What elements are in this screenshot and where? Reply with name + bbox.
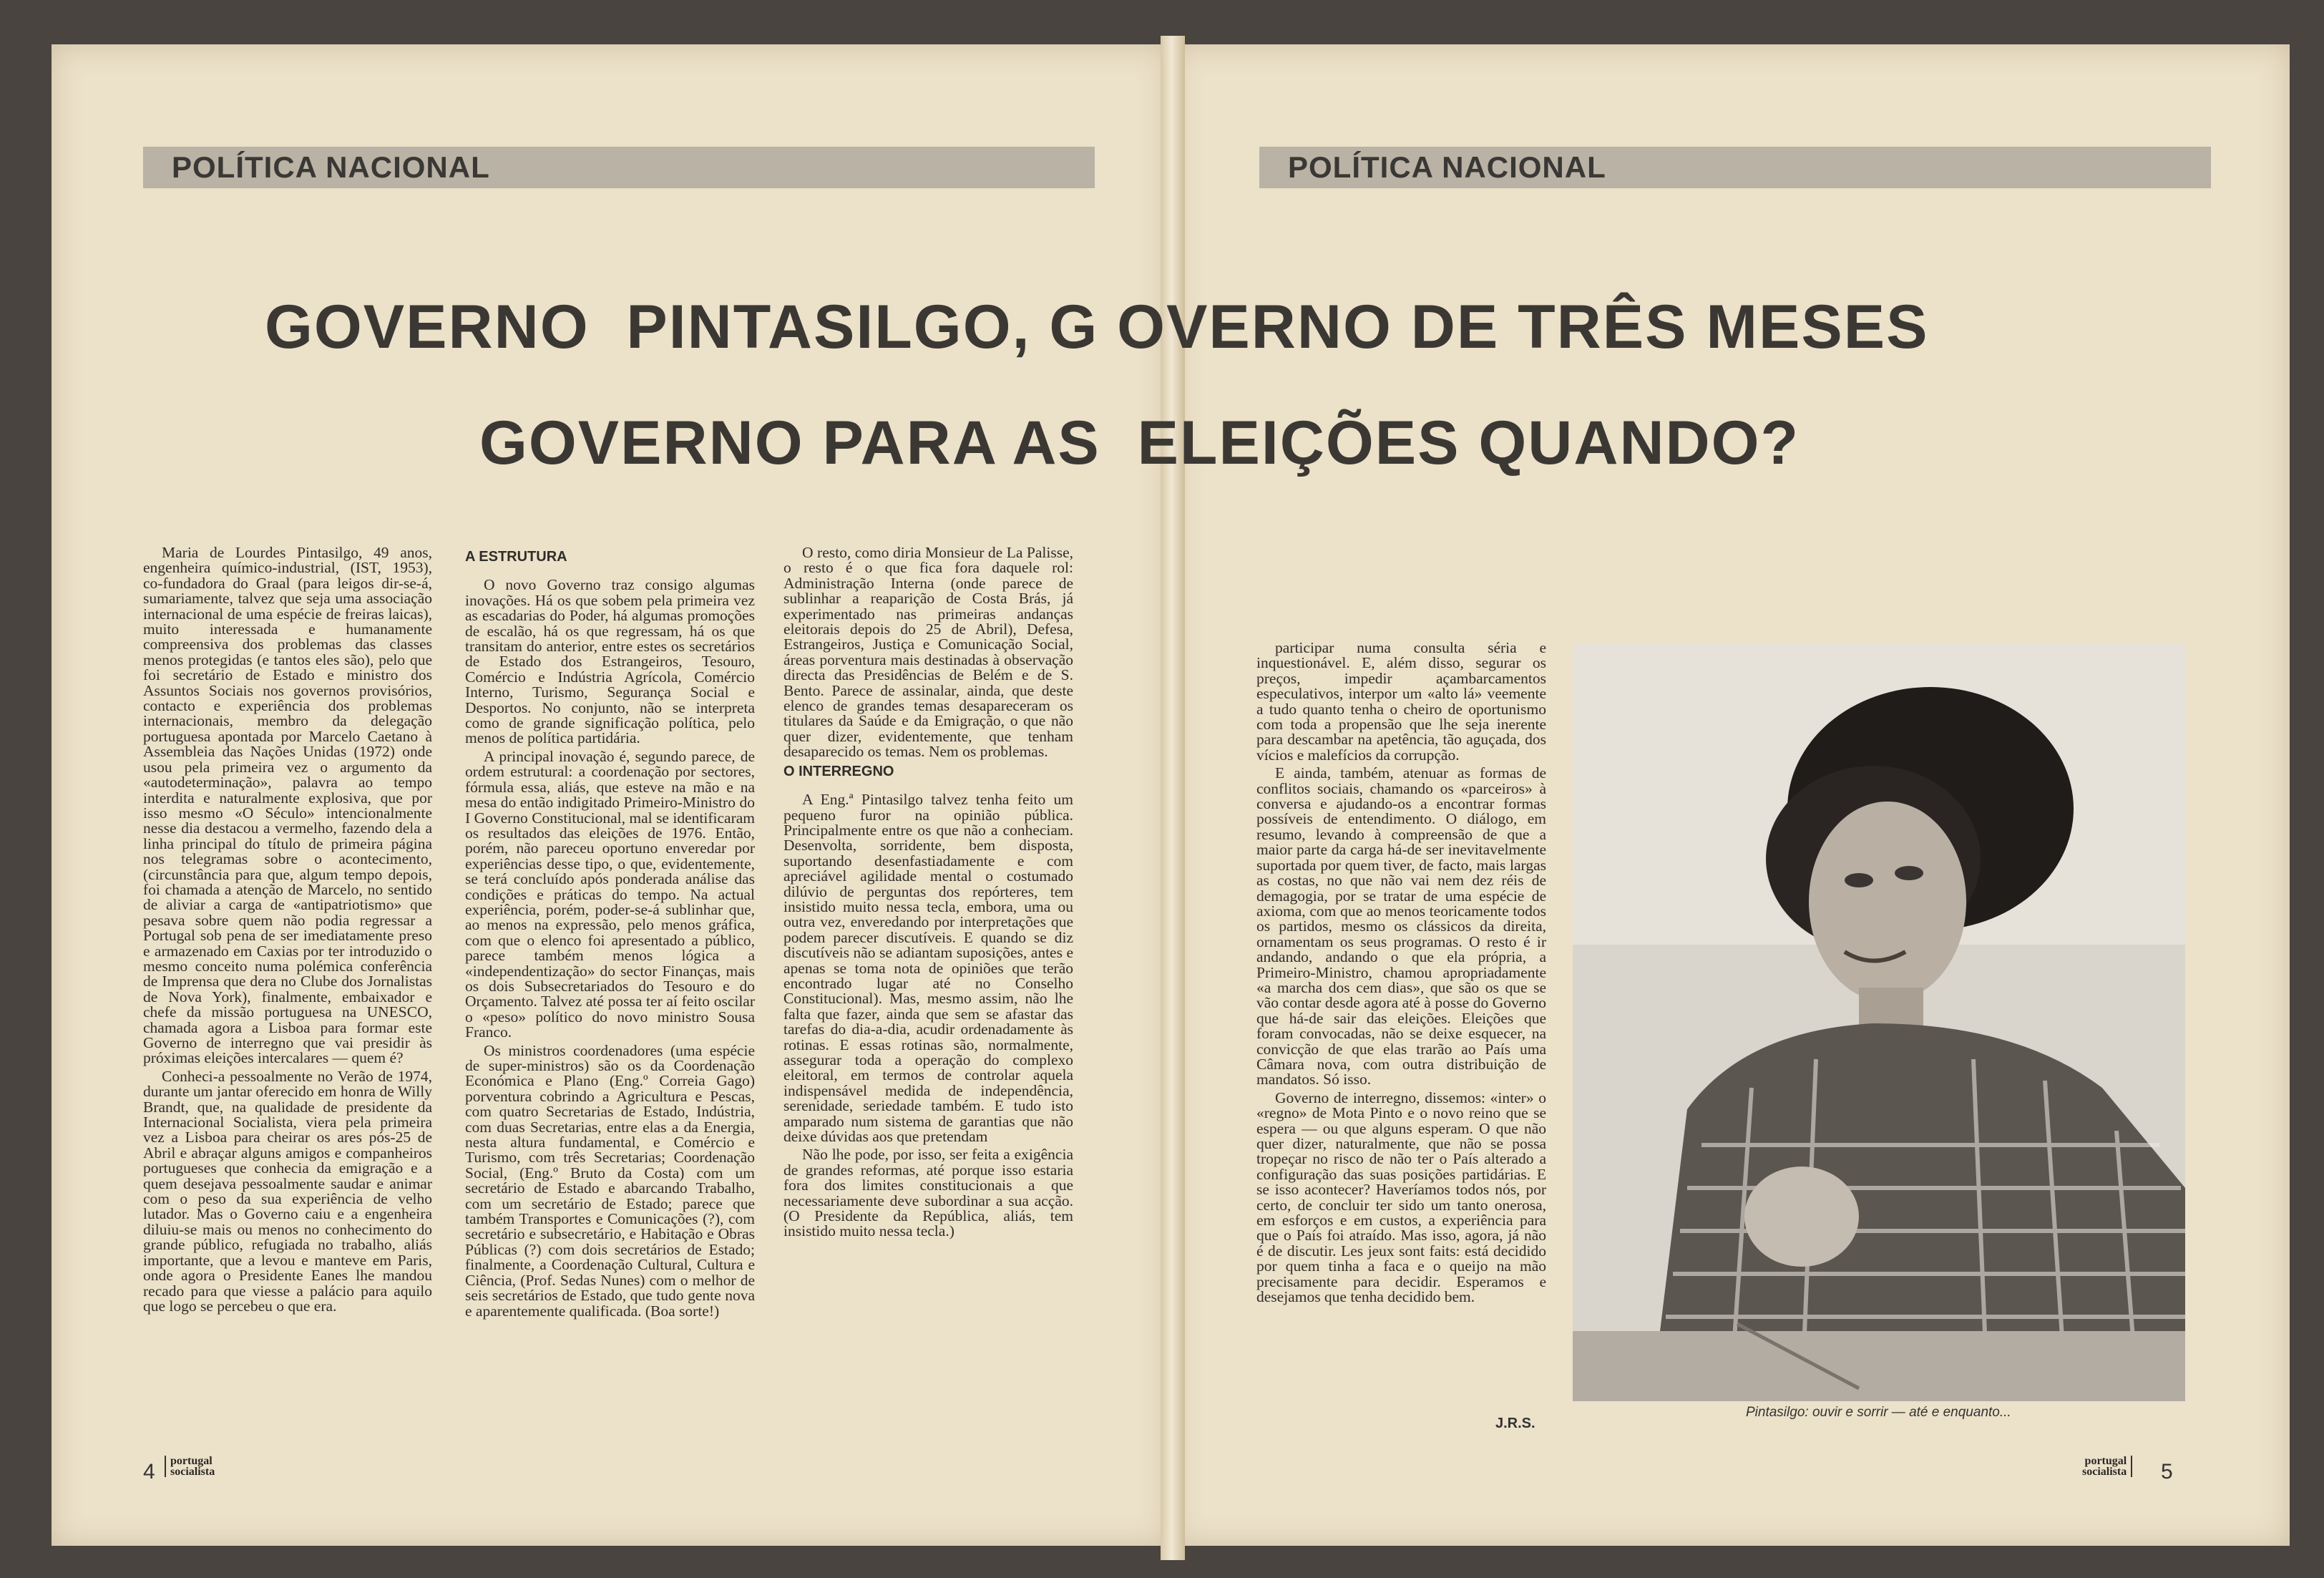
- paragraph: Maria de Lourdes Pintasilgo, 49 anos, engenheira químico-industrial, (IST, 1953), co-fundadora do Graal (para leigos dir-se-á, sumariamente, talvez que seja uma associação internacional de uma espécie de freiras laicas), muito interessada e humanamente compreensiva dos problemas das classes menos protegidas (e tantos eles são), pelo que foi secretário de Estado e ministro dos Assuntos Sociais nos governos provisórios, contacto e experiência dos problemas internacionais, membro da delegação portuguesa apontada por Marcelo Caetano à Assembleia das Nações Unidas (1972) onde usou pela primeira vez o argumento da «autodeterminação», palavra ao tempo interdita e naturalmente explosiva, que por isso mesmo «O Século» intencionalmente nesse dia destacou a vermelho, fazendo dela a linha principal do título de primeira página nos telegramas sobre o acontecimento, (circunstância para que, algum tempo depois, foi chamada a atenção de Marcelo, no sentido de aliviar a carga de «antipatriotismo» que pesava sobre quem não podia regressar a Portugal sob pena de ser imediatamente preso e armazenado em Caxias por ter introduzido o mesmo conceito numa polémica conferência de Imprensa que dera no Clube dos Jornalistas de Nova York), finalmente, embaixador e chefe da missão portuguesa na UNESCO, chamada agora a Lisboa para formar este Governo de interregno que vai presidir às próximas eleições intercalares — quem é?: [143, 545, 432, 1067]
- logo-word-2: socialista: [2082, 1466, 2127, 1478]
- subheading-estrutura: A ESTRUTURA: [465, 549, 567, 565]
- paragraph: Não lhe pode, por isso, ser feita a exigência de grandes reformas, até porque isso estaria fora dos limites constitucionais a que necessariamente deve subordinar a sua acção. (O Presidente da República, aliás, tem insistido muito nessa tecla.): [783, 1146, 1073, 1240]
- portrait-illustration: [1573, 644, 2185, 1401]
- article-column-4: [1256, 641, 1546, 1428]
- paragraph: A principal inovação é, segundo parece, de ordem estrutural: a coordenação por sectores, fórmula essa, aliás, que esteve na mão e na mesa do então indigitado Primeiro-Ministro do I Governo Constitucional, mal se identificaram os resultados das eleições de 1976. Então, porém, não pareceu oportuno enveredar por experiências desse tipo, o que, evidentemente, se terá concluído após ponderada análise das condições e práticas do tempo. Na actual experiência, porém, poder-se-á sublinhar que, ao menos na expressão, pelo menos gráfica, com que o elenco foi apresentado a público, parece também menos lógica a «independentização» do sector Finanças, mais os dois Subsecretariados do Tesouro e do Orçamento. Talvez até possa ter aí feito oscilar o «peso» político do novo ministro Sousa Franco.: [465, 747, 755, 1041]
- headline-line-2: GOVERNO PARA AS ELEIÇÕES QUANDO?: [479, 409, 1800, 477]
- page-number-left: 4: [143, 1460, 155, 1484]
- section-band-right: POLÍTICA NACIONAL: [1259, 147, 2211, 188]
- article-column-1: [143, 545, 432, 1433]
- portrait-photo: [1573, 644, 2185, 1401]
- paragraph: Governo de interregno, dissemos: «inter» o «regno» de Mota Pinto e o novo reino que se espera — ou que alguns esperam. O que não quer dizer, naturalmente, que não se possa tropeçar no risco de não ter o País alterado a configuração das suas posições partidárias. E se isso acontecer? Haveríamos todos nós, por certo, de concluir ter sido um tanto onerosa, em esforços e em custos, a experiência para que o País foi atraído. Mas isso, agora, já não é de discutir. Les jeux sont faits: está decidido por quem tinha a faca e o queijo na mão precisamente para decidir. Esperamos e desejamos que tenha decidido bem.: [1256, 1088, 1546, 1306]
- article-column-2: [465, 545, 755, 1440]
- logo-word-1: portugal: [2084, 1455, 2127, 1467]
- center-fold: [1161, 36, 1185, 1560]
- paragraph: O resto, como diria Monsieur de La Palisse, o resto é o que fica fora daquele rol: Administração Interna (onde parece de sublinhar a reaparição de Costa Brás, já experimentado nas primeiras andanças eleitorais depois do 25 de Abril), Defesa, Estrangeiros, Justiça e Comunicação Social, áreas porventura mais destinadas à observação directa das Presidências de Belém e de S. Bento. Parece de assinalar, ainda, que deste elenco de grandes temas desapareceram os titulares da Saúde e da Emigração, o que não quer dizer, evidentemente, que tenham desaparecido os temas. Nem os problemas.: [783, 545, 1073, 761]
- logo-word-1: portugal: [170, 1455, 213, 1467]
- paragraph: O novo Governo traz consigo algumas inovações. Há os que sobem pela primeira vez as escadarias do Poder, há algumas promoções de escalão, há os que regressam, há os que transitam do anterior, entre estes os secretários de Estado dos Estrangeiros, Tesouro, Comércio e Indústria Agrícola, Comércio Interno, Turismo, Segurança Social e Desportos. No conjunto, não se interpreta como de grande significação política, pelo menos de política partidária.: [465, 576, 755, 747]
- paragraph: E ainda, também, atenuar as formas de conflitos sociais, chamando os «parceiros» à conversa e ajudando-os a encontrar formas possíveis de entendimento. O diálogo, em resumo, levando à compreensão de que a maior parte da carga há-de ser inevitavelmente suportada por quem tiver, de facto, mais largas as costas, no que não vai nem dez réis de demagogia, por se tratar de uma espécie de axioma, com que ao menos teoricamente todos os partidos, mesmo os clássicos da direita, ornamentam os seus programas. O resto é ir andando, andando o que ela própria, a Primeiro-Ministro, chamou apropriadamente «a marcha dos cem dias», que são os que se vão contar desde agora até à posse do Governo que há-de sair das eleições. Eleições que foram convocadas, não se deixe esquecer, na convicção de que elas trarão ao País uma Câmara nova, com outra distribuição de mandatos. Só isso.: [1256, 764, 1546, 1088]
- publication-logo-right: [2082, 1456, 2132, 1477]
- headline-line-1: GOVERNO PINTASILGO, G OVERNO DE TRÊS MESES: [265, 293, 1929, 361]
- publication-logo-left: [165, 1456, 215, 1477]
- author-signature: J.R.S.: [1495, 1416, 1536, 1431]
- article-column-3: [783, 545, 1073, 1440]
- section-band-left: POLÍTICA NACIONAL: [143, 147, 1095, 188]
- subheading-interregno: O INTERREGNO: [783, 763, 894, 779]
- paragraph: participar numa consulta séria e inquestionável. E, além disso, segurar os preços, impedir açambarcamentos especulativos, interpor um «alto lá» veemente a tudo quanto tenha o cheiro de oportunismo com toda a propensão que lhe seja inerente para descambar na apetência, tão aguçada, dos vícios e malefícios da corrupção.: [1256, 641, 1546, 764]
- paragraph: Os ministros coordenadores (uma espécie de super-ministros) são os da Coordenação Económica e Plano (Eng.º Correia Gago) porventura cobrindo a Agricultura e Pescas, com quatro Secretarias de Estado, Indústria, com duas Secretarias, entre elas a da Energia, nesta altura fundamental, e Comércio e Turismo, com três Secretarias; Coordenação Social, (Eng.º Bruto da Costa) com um secretário de Estado e abarcando Trabalho, com um secretário de Estado; parece que também Transportes e Comunicações (?), com secretário e subsecretário, e Habitação e Obras Públicas (?) com dois secretários de Estado; finalmente, a Coordenação Cultural, Cultura e Ciência, (Prof. Sedas Nunes) com o melhor de seis secretários de Estado, que tudo gente nova e aparentemente qualificada. (Boa sorte!): [465, 1041, 755, 1320]
- logo-word-2: socialista: [170, 1466, 215, 1478]
- photo-caption: Pintasilgo: ouvir e sorrir — até e enquanto...: [1746, 1405, 2011, 1420]
- paragraph: Conheci-a pessoalmente no Verão de 1974, durante um jantar oferecido em honra de Willy Brandt, que, na qualidade de presidente da Internacional Socialista, viera pela primeira vez a Lisboa para cheirar os ares pós-25 de Abril e abraçar alguns amigos e companheiros portugueses que conhecia da emigração e a quem desejava pessoalmente saudar e animar com o peso da sua experiência de velho lutador. Mas o Governo caiu e a engenheira diluiu-se mais ou menos no conhecimento do grande público, refugiada no trabalho, aliás importante, que a levou e manteve em Paris, onde agora o Presidente Eanes lhe mandou recado para que viesse a palácio para aquilo que logo se percebeu o que era.: [143, 1067, 432, 1315]
- paragraph: A Eng.ª Pintasilgo talvez tenha feito um pequeno furor na opinião pública. Principalmente entre os que não a conheciam. Desenvolta, sorridente, bem disposta, suportando desenfastiadamente e com apreciável agilidade mental o costumado dilúvio de perguntas dos repórteres, tem insistido muito nessa tecla, embora, uma ou outra vez, enveredando por interpretações que podem parecer discutíveis. E quando se diz discutíveis não se adiantam suposições, antes e apenas se toma nota de opiniões que terão encontrado lugar até no Conselho Constitucional). Mas, mesmo assim, não lhe falta que fazer, ainda que sem se afastar das tarefas do dia-a-dia, acudir ordenadamente às rotinas. E essas rotinas são, normalmente, assegurar toda a operação do complexo eleitoral, em termos de controlar aquela indispensável medida de independência, serenidade, seriedade também. E tudo isto amparado num sistema de garantias que não deixe dúvidas aos que pretendam: [783, 791, 1073, 1146]
- page-number-right: 5: [2161, 1460, 2173, 1484]
